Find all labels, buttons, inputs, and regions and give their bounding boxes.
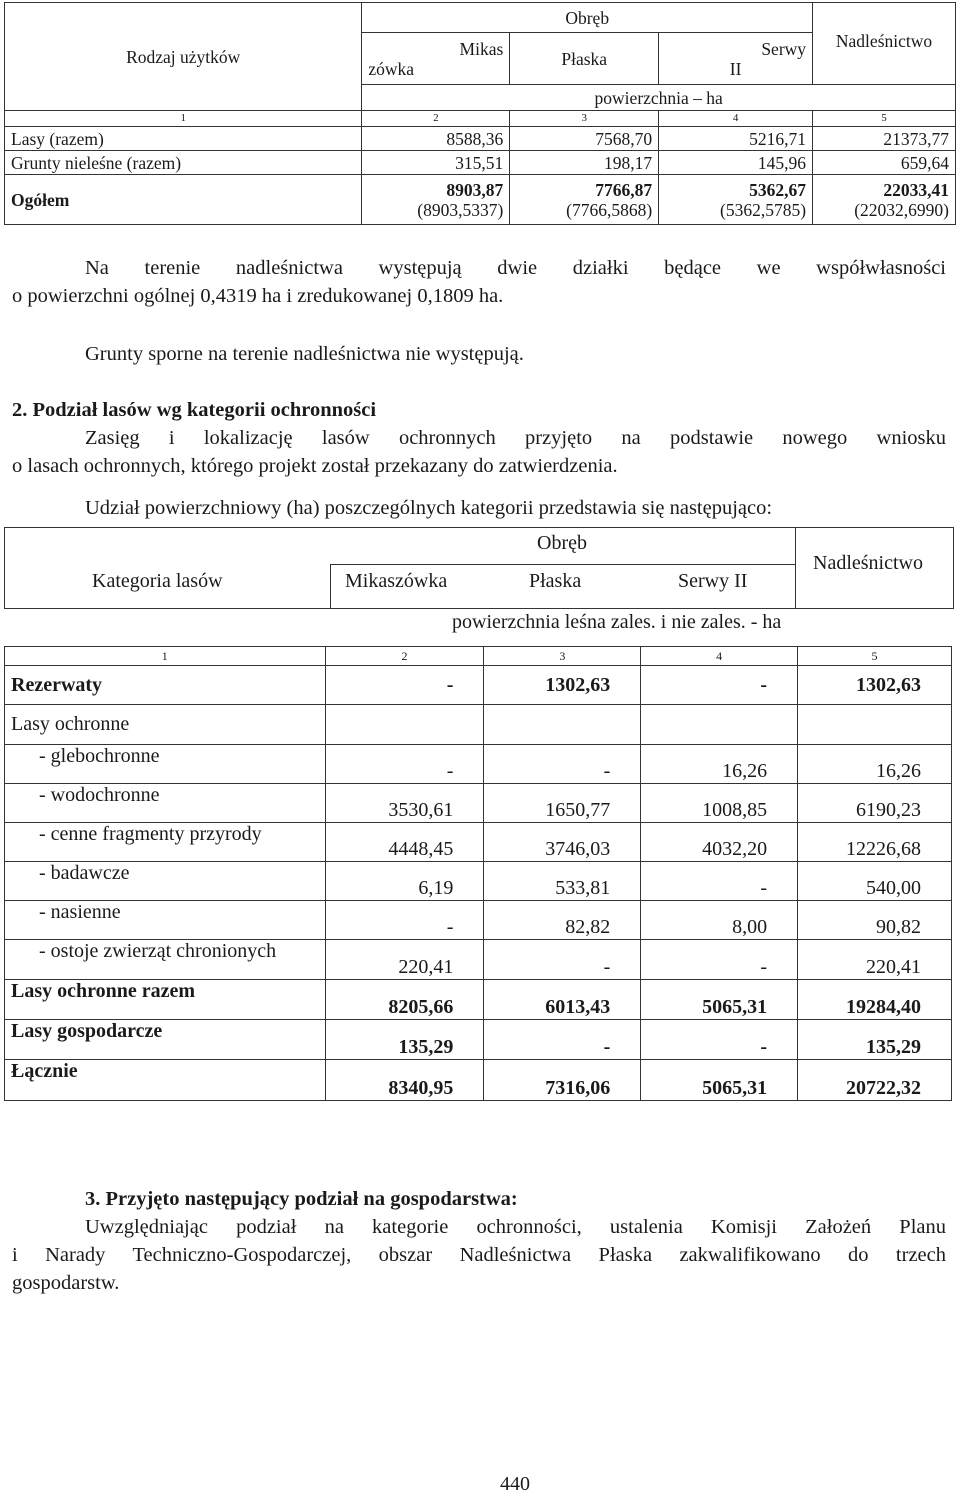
unit-label: powierzchnia – ha [362, 85, 956, 111]
table-row [5, 666, 952, 705]
cell-value: 4032,20 [641, 823, 798, 862]
cell-value: 19284,40 [798, 980, 952, 1020]
cell-value: 6013,43 [484, 980, 641, 1020]
divider [330, 564, 795, 565]
cell-value: 90,82 [798, 901, 952, 940]
row-label: - ostoje zwierząt chronionych [5, 940, 326, 980]
table-row [5, 901, 952, 940]
col-number: 2 [362, 111, 510, 127]
cell-value: 5065,31 [641, 1060, 798, 1101]
table-row [5, 784, 952, 823]
cell-value: - [325, 666, 484, 705]
cell-value: 16,26 [641, 745, 798, 784]
cell-value: 220,41 [798, 940, 952, 980]
col-number: 3 [510, 111, 659, 127]
cell-value: - [641, 862, 798, 901]
cell-value: 8,00 [641, 901, 798, 940]
empty-cell [484, 705, 641, 745]
col-header-category: Kategoria lasów [92, 570, 223, 592]
row-label: - badawcze [5, 862, 326, 901]
cell-value: 5362,67 (5362,5785) [659, 175, 813, 225]
col-number: 1 [5, 111, 362, 127]
cell-value: 135,29 [325, 1020, 484, 1060]
table-row [5, 745, 952, 784]
table-row [5, 862, 952, 901]
col-header-obreb: Obręb [362, 3, 813, 33]
table-row-total [5, 1020, 952, 1060]
cell-value: 8903,87 (8903,5337) [362, 175, 510, 225]
cell-value: - [484, 745, 641, 784]
col-header-mikaszowka: Mikas zówka [362, 33, 510, 85]
section-heading: 2. Podział lasów wg kategorii ochronności [12, 399, 377, 421]
cell-value: 16,26 [798, 745, 952, 784]
cell-value: 3530,61 [325, 784, 484, 823]
table-row [5, 940, 952, 980]
row-label: Łącznie [5, 1060, 326, 1101]
col-number: 3 [484, 647, 641, 666]
col-number: 4 [659, 111, 813, 127]
col-header-serwy: Serwy II [678, 570, 748, 592]
col-header-obreb: Obręb [537, 532, 587, 554]
col-number: 2 [325, 647, 484, 666]
cell-value: 7766,87 (7766,5868) [510, 175, 659, 225]
cell-value: 8588,36 [362, 127, 510, 151]
col-header-nadlesnictwo: Nadleśnictwo [813, 3, 956, 85]
cell-value: - [325, 901, 484, 940]
cell-value: 6190,23 [798, 784, 952, 823]
unit-label: powierzchnia leśna zales. i nie zales. - ha [452, 611, 782, 633]
cell-value: 220,41 [325, 940, 484, 980]
cell-value: 1302,63 [798, 666, 952, 705]
cell-value: 20722,32 [798, 1060, 952, 1101]
empty-cell [325, 705, 484, 745]
cell-value: - [641, 940, 798, 980]
row-label: Rezerwaty [5, 666, 326, 705]
col-header-plaska: Płaska [510, 33, 659, 85]
col-number: 1 [5, 647, 326, 666]
row-label: - wodochronne [5, 784, 326, 823]
page-number: 440 [500, 1473, 530, 1495]
row-label: Ogółem [5, 175, 362, 225]
table-row-total [5, 980, 952, 1020]
paragraph-intro-table: Udział powierzchniowy (ha) poszczególnych kategorii przedstawia się następująco: [85, 497, 773, 519]
table-row [5, 151, 956, 175]
cell-value: 5216,71 [659, 127, 813, 151]
cell-value: 8340,95 [325, 1060, 484, 1101]
row-label: Lasy (razem) [5, 127, 362, 151]
table-row [5, 127, 956, 151]
cell-value: 22033,41 (22032,6990) [813, 175, 956, 225]
divider [795, 528, 796, 608]
col-header-mikaszowka: Mikaszówka [345, 570, 448, 592]
section-3: 3. Przyjęto następujący podział na gospodarstwa: Uwzględniając podział na kategorie ochronności, ustalenia Komisji Założeń Planu i Narady Techniczno-Gospodarczej, obszar Nadleśnictwa Płaska zakwalifikowano do trzech gospodarstw. [12, 1185, 946, 1297]
table-row-total [5, 1060, 952, 1101]
col-number: 4 [641, 647, 798, 666]
row-label: Lasy ochronne [5, 705, 326, 745]
cell-value: 12226,68 [798, 823, 952, 862]
cell-value: 659,64 [813, 151, 956, 175]
divider [330, 564, 331, 608]
row-label: Lasy gospodarcze [5, 1020, 326, 1060]
table-row-total [5, 175, 956, 225]
cell-value: 21373,77 [813, 127, 956, 151]
paragraph-disputed-land: Grunty sporne na terenie nadleśnictwa nie występują. [85, 343, 524, 365]
cell-value: - [641, 1020, 798, 1060]
row-label: Grunty nieleśne (razem) [5, 151, 362, 175]
cell-value: 3746,03 [484, 823, 641, 862]
row-label: Lasy ochronne razem [5, 980, 326, 1020]
cell-value: - [641, 666, 798, 705]
cell-value: 6,19 [325, 862, 484, 901]
cell-value: 1650,77 [484, 784, 641, 823]
cell-value: 5065,31 [641, 980, 798, 1020]
cell-value: - [484, 940, 641, 980]
section-heading: 3. Przyjęto następujący podział na gospodarstwa: [85, 1188, 518, 1210]
cell-value: - [325, 745, 484, 784]
cell-value: 1302,63 [484, 666, 641, 705]
category-table-header [4, 527, 954, 609]
paragraph-coownership: Na terenie nadleśnictwa występują dwie działki będące we współwłasności o powierzchni ogólnej 0,4319 ha i zredukowanej 0,1809 ha. [12, 257, 946, 307]
empty-cell [641, 705, 798, 745]
row-label: - cenne fragmenty przyrody [5, 823, 326, 862]
col-number: 5 [798, 647, 952, 666]
cell-value: 540,00 [798, 862, 952, 901]
cell-value: 8205,66 [325, 980, 484, 1020]
cell-value: 135,29 [798, 1020, 952, 1060]
land-use-table [4, 2, 956, 225]
cell-value: 1008,85 [641, 784, 798, 823]
cell-value: - [484, 1020, 641, 1060]
cell-value: 315,51 [362, 151, 510, 175]
cell-value: 82,82 [484, 901, 641, 940]
row-label: - glebochronne [5, 745, 326, 784]
table-row [5, 705, 952, 745]
cell-value: 533,81 [484, 862, 641, 901]
col-header-serwy: Serwy II [659, 33, 813, 85]
cell-value: 4448,45 [325, 823, 484, 862]
col-header-nadlesnictwo: Nadleśnictwo [813, 552, 923, 574]
cell-value: 198,17 [510, 151, 659, 175]
row-label: - nasienne [5, 901, 326, 940]
section-2: 2. Podział lasów wg kategorii ochronności Zasięg i lokalizację lasów ochronnych przyjęto na podstawie nowego wniosku o lasach ochronnych, którego projekt został przekazany do zatwierdzenia. [12, 396, 946, 480]
cell-value: 145,96 [659, 151, 813, 175]
col-number: 5 [813, 111, 956, 127]
category-table [4, 646, 952, 1101]
col-header-plaska: Płaska [529, 570, 582, 592]
table-row [5, 823, 952, 862]
col-header-land-type: Rodzaj użytków [5, 3, 362, 111]
empty-cell [798, 705, 952, 745]
cell-value: 7316,06 [484, 1060, 641, 1101]
cell-value: 7568,70 [510, 127, 659, 151]
